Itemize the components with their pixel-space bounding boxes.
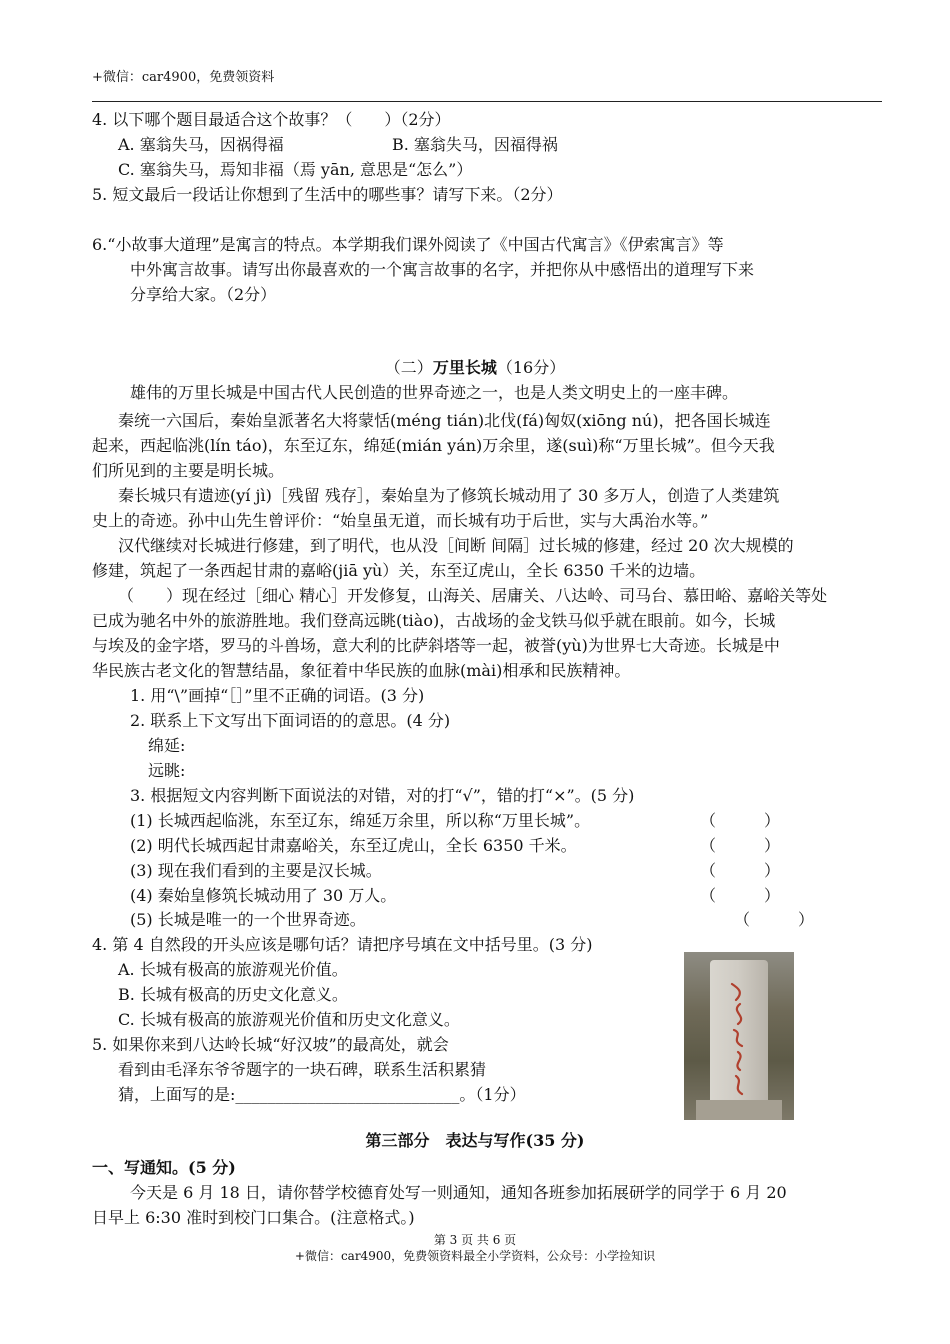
section-title (0, 356, 950, 380)
q4-choice-a: A. 长城有极高的旅游观光价值。 (118, 960, 348, 979)
passage-para-2-line-1: 秦统一六国后，秦始皇派著名大将蒙恬(méng tián)北伐(fá)匈奴(xiōng nú)，把各国长城连 (118, 411, 771, 430)
header-rule (92, 101, 882, 102)
sec2-question-3: 3. 根据短文内容判断下面说法的对错，对的打“√”，错的打“×”。(5 分) (130, 786, 635, 805)
q3-statement-4: (4) 秦始皇修筑长城动用了 30 万人。 (130, 886, 397, 905)
q3-answer-paren-4: （ ） (700, 886, 781, 905)
question-6-line-3: 分享给大家。（2分） (130, 285, 277, 304)
q4-choice-c: C. 长城有极高的旅游观光价值和历史文化意义。 (118, 1010, 460, 1029)
section-title-main: 万里长城 (432, 358, 497, 377)
q4-choice-b: B. 长城有极高的历史文化意义。 (118, 985, 348, 1004)
stone-base (696, 1100, 782, 1120)
page-number: 第 3 页 共 6 页 (433, 1233, 517, 1247)
q2-word-1: 绵延: (148, 736, 186, 755)
sec2-question-2: 2. 联系上下文写出下面词语的的意思。(4 分) (130, 711, 451, 730)
sec2-question-5-line-1: 5. 如果你来到八达岭长城“好汉坡”的最高处，就会 (92, 1035, 449, 1054)
q3-statement-1: (1) 长城西起临洮，东至辽东，绵延万余里，所以称“万里长城”。 (130, 811, 591, 830)
q3-answer-paren-1: （ ） (700, 811, 781, 830)
question-4: 4. 以下哪个题目最适合这个故事？（ ）（2分） (92, 110, 451, 129)
passage-para-3-line-2: 史上的奇迹。孙中山先生曾评价：“始皇虽无道，而长城有功于后世，实与大禹治水等。” (92, 511, 709, 530)
part3-section-1-title: 一、写通知。(5 分) (92, 1158, 236, 1177)
sec2-question-5-line-2: 看到由毛泽东爷爷题字的一块石碑，联系生活积累猜 (118, 1060, 487, 1079)
q2-word-2: 远眺: (148, 761, 186, 780)
passage-para-5-line-4: 华民族古老文化的智慧结晶，象征着中华民族的血脉(mài)相承和民族精神。 (92, 661, 631, 680)
q3-answer-paren-5: （ ） (734, 910, 815, 929)
passage-para-4-line-1: 汉代继续对长城进行修建，到了明代，也从没［间断 间隔］过长城的修建，经过 20 次大规模的 (118, 536, 794, 555)
passage-para-1: 雄伟的万里长城是中国古代人民创造的世界奇迹之一，也是人类文明史上的一座丰碑。 (130, 383, 739, 402)
stone-tablet (710, 960, 768, 1110)
passage-para-5-line-2: 已成为驰名中外的旅游胜地。我们登高远眺(tiào)，古战场的金戈铁马似乎就在眼前。如今，长城 (92, 611, 776, 630)
passage-para-5-line-3: 与埃及的金字塔，罗马的斗兽场，意大利的比萨斜塔等一起，被誉(yù)为世界七大奇迹。长城是中 (92, 636, 780, 655)
q4-option-a: A. 塞翁失马，因祸得福 (118, 135, 284, 154)
section-title-score: （16分） (496, 358, 566, 377)
page-footer: +微信：car4900，免费领资料最全小学资料，公众号：小学捡知识 (294, 1249, 656, 1263)
calligraphy-marks (724, 978, 754, 1098)
passage-para-4-line-2: 修建，筑起了一条西起甘肃的嘉峪(jiā yù）关，东至辽虎山，全长 6350 千米的边墙。 (92, 561, 706, 580)
question-6-line-2: 中外寓言故事。请写出你最喜欢的一个寓言故事的名字，并把你从中感悟出的道理写下来 (130, 260, 755, 279)
page-header: +微信：car4900，免费领资料 (92, 70, 275, 85)
notice-prompt-line-2: 日早上 6:30 准时到校门口集合。(注意格式。) (92, 1208, 415, 1227)
notice-prompt-line-1: 今天是 6 月 18 日，请你替学校德育处写一则通知，通知各班参加拓展研学的同学于 6 月 20 (130, 1183, 787, 1202)
q3-answer-paren-3: （ ） (700, 861, 781, 880)
passage-para-2-line-3: 们所见到的主要是明长城。 (92, 461, 285, 480)
question-5: 5. 短文最后一段话让你想到了生活中的哪些事？请写下来。（2分） (92, 185, 563, 204)
q3-statement-5: (5) 长城是唯一的一个世界奇迹。 (130, 910, 366, 929)
passage-para-5-line-1: （ ）现在经过［细心 精心］开发修复，山海关、居庸关、八达岭、司马台、慕田峪、嘉峪关等处 (118, 586, 828, 605)
section-title-prefix: （二） (384, 358, 433, 377)
passage-para-2-line-2: 起来，西起临洮(lín táo)，东至辽东，绵延(mián yán)万余里，遂(suì)称“万里长城”。但今天我 (92, 436, 775, 455)
passage-para-3-line-1: 秦长城只有遗迹(yí jì)［残留 残存］，秦始皇为了修筑长城动用了 30 多万人，创造了人类建筑 (118, 486, 780, 505)
part3-title: 第三部分 表达与写作(35 分) (365, 1131, 585, 1150)
question-6-line-1: 6.“小故事大道理”是寓言的特点。本学期我们课外阅读了《中国古代寓言》《伊索寓言》等 (92, 235, 724, 254)
sec2-question-4: 4. 第 4 自然段的开头应该是哪句话？请把序号填在文中括号里。(3 分) (92, 935, 593, 954)
q3-statement-2: (2) 明代长城西起甘肃嘉峪关，东至辽虎山，全长 6350 千米。 (130, 836, 577, 855)
q3-answer-paren-2: （ ） (700, 836, 781, 855)
q3-statement-3: (3) 现在我们看到的主要是汉长城。 (130, 861, 382, 880)
q4-option-c: C. 塞翁失马，焉知非福（焉 yān, 意思是“怎么”） (118, 160, 473, 179)
sec2-question-5-line-3: 猜，上面写的是:____________________________。（1分） (118, 1085, 526, 1104)
sec2-question-1: 1. 用“\”画掉“［］”里不正确的词语。(3 分) (130, 686, 425, 705)
stone-tablet-photo (684, 952, 794, 1120)
q4-option-b: B. 塞翁失马，因福得祸 (392, 135, 558, 154)
